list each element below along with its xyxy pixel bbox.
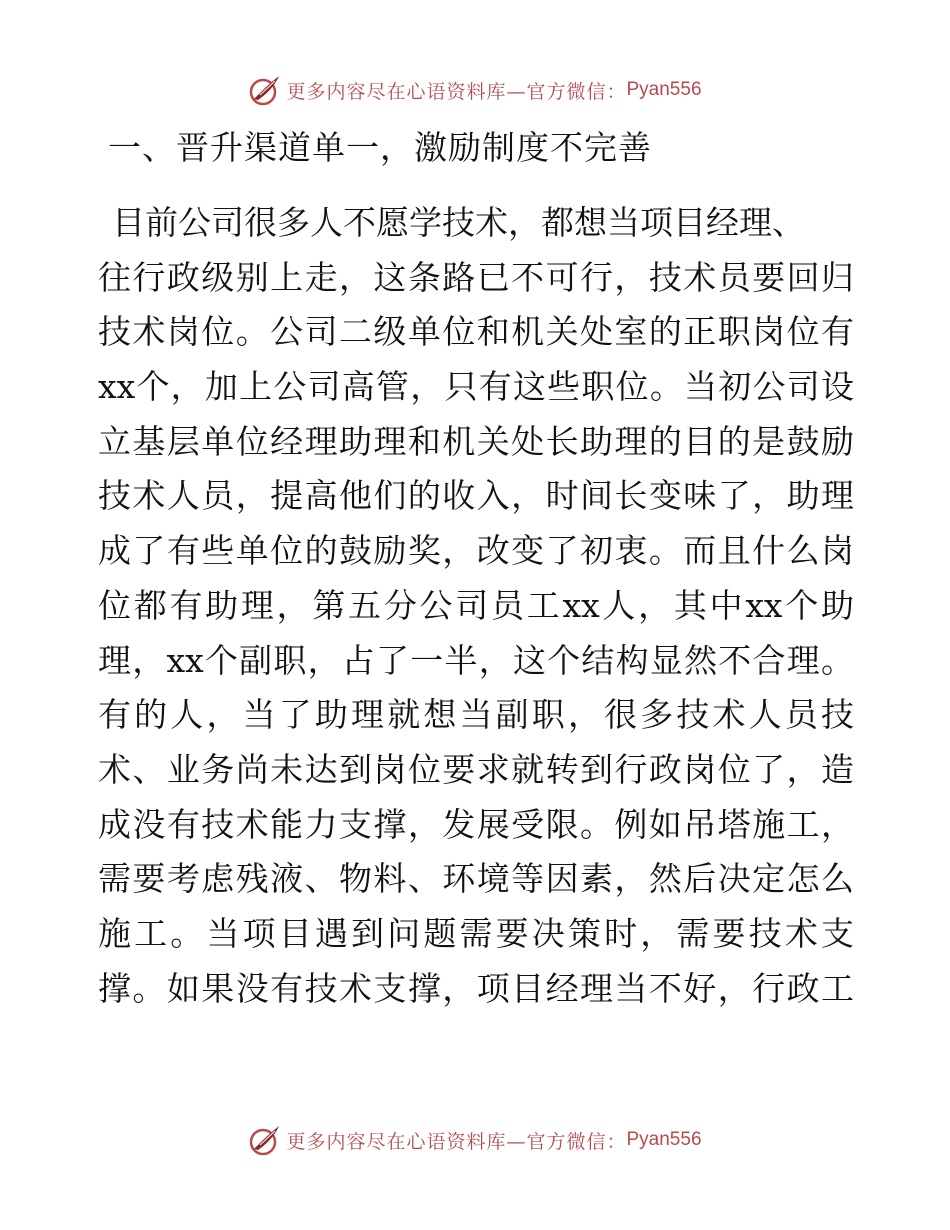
body-paragraph <box>98 196 854 1016</box>
paragraph-line: 立基层单位经理助理和机关处长助理的目的是鼓励 <box>98 421 854 461</box>
banner-text: 更多内容尽在心语资料库—官方微信： <box>286 1130 627 1153</box>
paragraph-line: 目前公司很多人不愿学技术，都想当项目经理、 <box>112 203 805 242</box>
paragraph-line: 位都有助理，第五分公司员工xx人，其中xx个助 <box>98 585 854 625</box>
paragraph-line: 撑。如果没有技术支撑，项目经理当不好，行政工 <box>98 968 854 1008</box>
section-heading: 一、晋升渠道单一，激励制度不完善 <box>108 128 652 167</box>
paragraph-line: 往行政级别上走，这条路已不可行，技术员要回归 <box>98 257 854 297</box>
paragraph-line: 需要考虑残液、物料、环境等因素，然后决定怎么 <box>98 859 854 899</box>
paragraph-line: 术、业务尚未达到岗位要求就转到行政岗位了，造 <box>98 749 854 789</box>
paragraph-line: 有的人，当了助理就想当副职，很多技术人员技 <box>98 695 854 735</box>
header-banner <box>0 70 950 110</box>
feather-pen-logo-icon <box>248 1123 282 1157</box>
feather-pen-logo-icon <box>248 73 282 107</box>
paragraph-line: 技术人员，提高他们的收入，时间长变味了，助理 <box>98 476 854 516</box>
banner-text: 更多内容尽在心语资料库—官方微信： <box>286 80 627 103</box>
banner-wechat-id: Pyan556 <box>626 79 702 100</box>
paragraph-line: 理，xx个副职，占了一半，这个结构显然不合理。 <box>98 640 854 680</box>
paragraph-line: 技术岗位。公司二级单位和机关处室的正职岗位有 <box>98 312 854 352</box>
footer-banner <box>0 1120 950 1160</box>
banner-wechat-id: Pyan556 <box>626 1129 702 1150</box>
paragraph-line: 成没有技术能力支撑，发展受限。例如吊塔施工， <box>98 804 854 844</box>
paragraph-line: 施工。当项目遇到问题需要决策时，需要技术支 <box>98 913 854 953</box>
paragraph-line: xx个，加上公司高管，只有这些职位。当初公司设 <box>98 367 854 407</box>
paragraph-line: 成了有些单位的鼓励奖，改变了初衷。而且什么岗 <box>98 531 854 571</box>
